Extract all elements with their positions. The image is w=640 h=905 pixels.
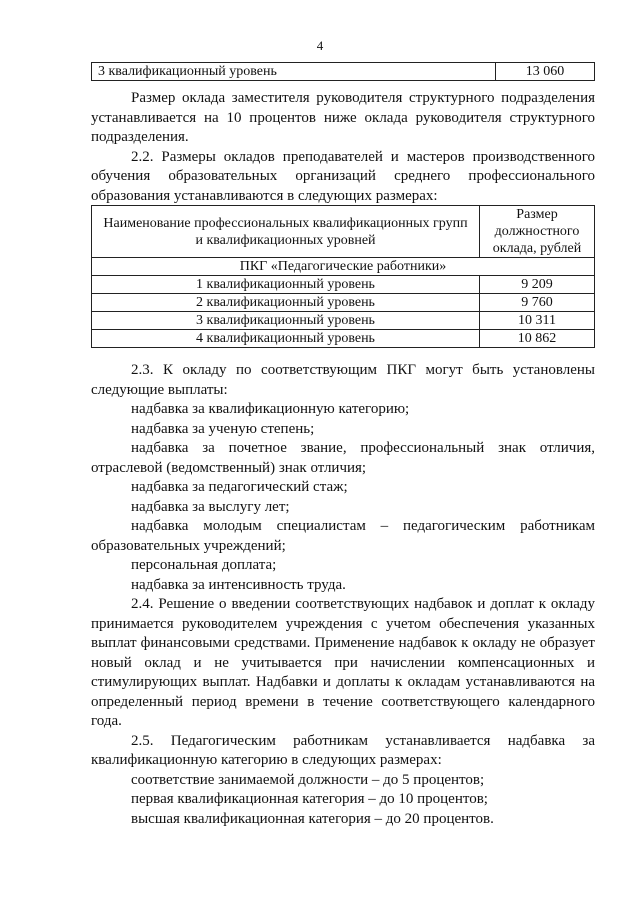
list-item: надбавка за почетное звание, профессиональный знак отличия, отраслевой (ведомственный) знак отличия; <box>91 440 595 476</box>
table-row <box>92 276 595 294</box>
list-item: первая квалификационная категория – до 10 процентов; <box>131 791 488 807</box>
group-name: ПКГ «Педагогические работники» <box>92 258 595 276</box>
paragraph-deputy: Размер оклада заместителя руководителя структурного подразделения устанавливается на 10 процентов ниже оклада руководителя структурного подразделения. <box>91 90 595 145</box>
salary-cell: 13 060 <box>496 63 595 81</box>
level-cell: 3 квалификационный уровень <box>92 63 496 81</box>
header-qualification-groups: Наименование профессиональных квалификационных групп и квалификационных уровней <box>92 206 480 258</box>
list-item: надбавка за ученую степень; <box>131 420 315 437</box>
header-salary: Размер должностного оклада, рублей <box>480 206 595 258</box>
salary-cell: 9 209 <box>480 276 595 294</box>
table-header-row <box>92 206 595 258</box>
table-row <box>92 312 595 330</box>
text-block-lower <box>91 361 595 829</box>
text-block-upper <box>91 89 595 206</box>
list-item: соответствие занимаемой должности – до 5 процентов; <box>131 771 485 788</box>
level-cell: 4 квалификационный уровень <box>92 330 480 348</box>
paragraph-2-5: 2.5. Педагогическим работникам устанавливается надбавка за квалификационную категорию в следующих размерах: <box>91 732 595 768</box>
list-item: высшая квалификационная категория – до 20 процентов. <box>131 810 494 827</box>
level-cell: 1 квалификационный уровень <box>92 276 480 294</box>
paragraph-2-4: 2.4. Решение о введении соответствующих надбавок и доплат к окладу принимается руководителем учреждения с учетом обеспечения указанных выплат финансовыми средствами. Применение надбавок к окладу не образует новый оклад и не учитывается при начислении компенсационных и стимулирующих выплат. Надбавки и доплаты к окладам устанавливаются на определенный период времени в течение соответствующего календарного года. <box>91 596 595 729</box>
list-item: надбавка молодым специалистам – педагогическим работникам образовательных учреждений; <box>91 518 595 554</box>
level-cell: 2 квалификационный уровень <box>92 294 480 312</box>
list-item: надбавка за педагогический стаж; <box>131 479 348 495</box>
list-item: надбавка за выслугу лет; <box>131 498 290 515</box>
paragraph-2-3: 2.3. К окладу по соответствующим ПКГ могут быть установлены следующие выплаты: <box>91 362 595 398</box>
level-cell: 3 квалификационный уровень <box>92 312 480 330</box>
page-number: 4 <box>316 38 324 53</box>
salary-cell: 10 862 <box>480 330 595 348</box>
salary-table-continuation <box>91 62 595 81</box>
salary-table <box>91 205 595 348</box>
table-row <box>92 330 595 348</box>
table-group-row <box>92 258 595 276</box>
salary-cell: 9 760 <box>480 294 595 312</box>
paragraph-2-2: 2.2. Размеры окладов преподавателей и мастеров производственного обучения образовательных организаций среднего профессионального образования устанавливаются в следующих размерах: <box>91 148 595 204</box>
salary-cell: 10 311 <box>480 312 595 330</box>
table-row <box>92 63 595 81</box>
list-item: надбавка за интенсивность труда. <box>131 576 346 593</box>
list-item: надбавка за квалификационную категорию; <box>131 401 410 417</box>
table-row <box>92 294 595 312</box>
list-item: персональная доплата; <box>131 557 277 573</box>
